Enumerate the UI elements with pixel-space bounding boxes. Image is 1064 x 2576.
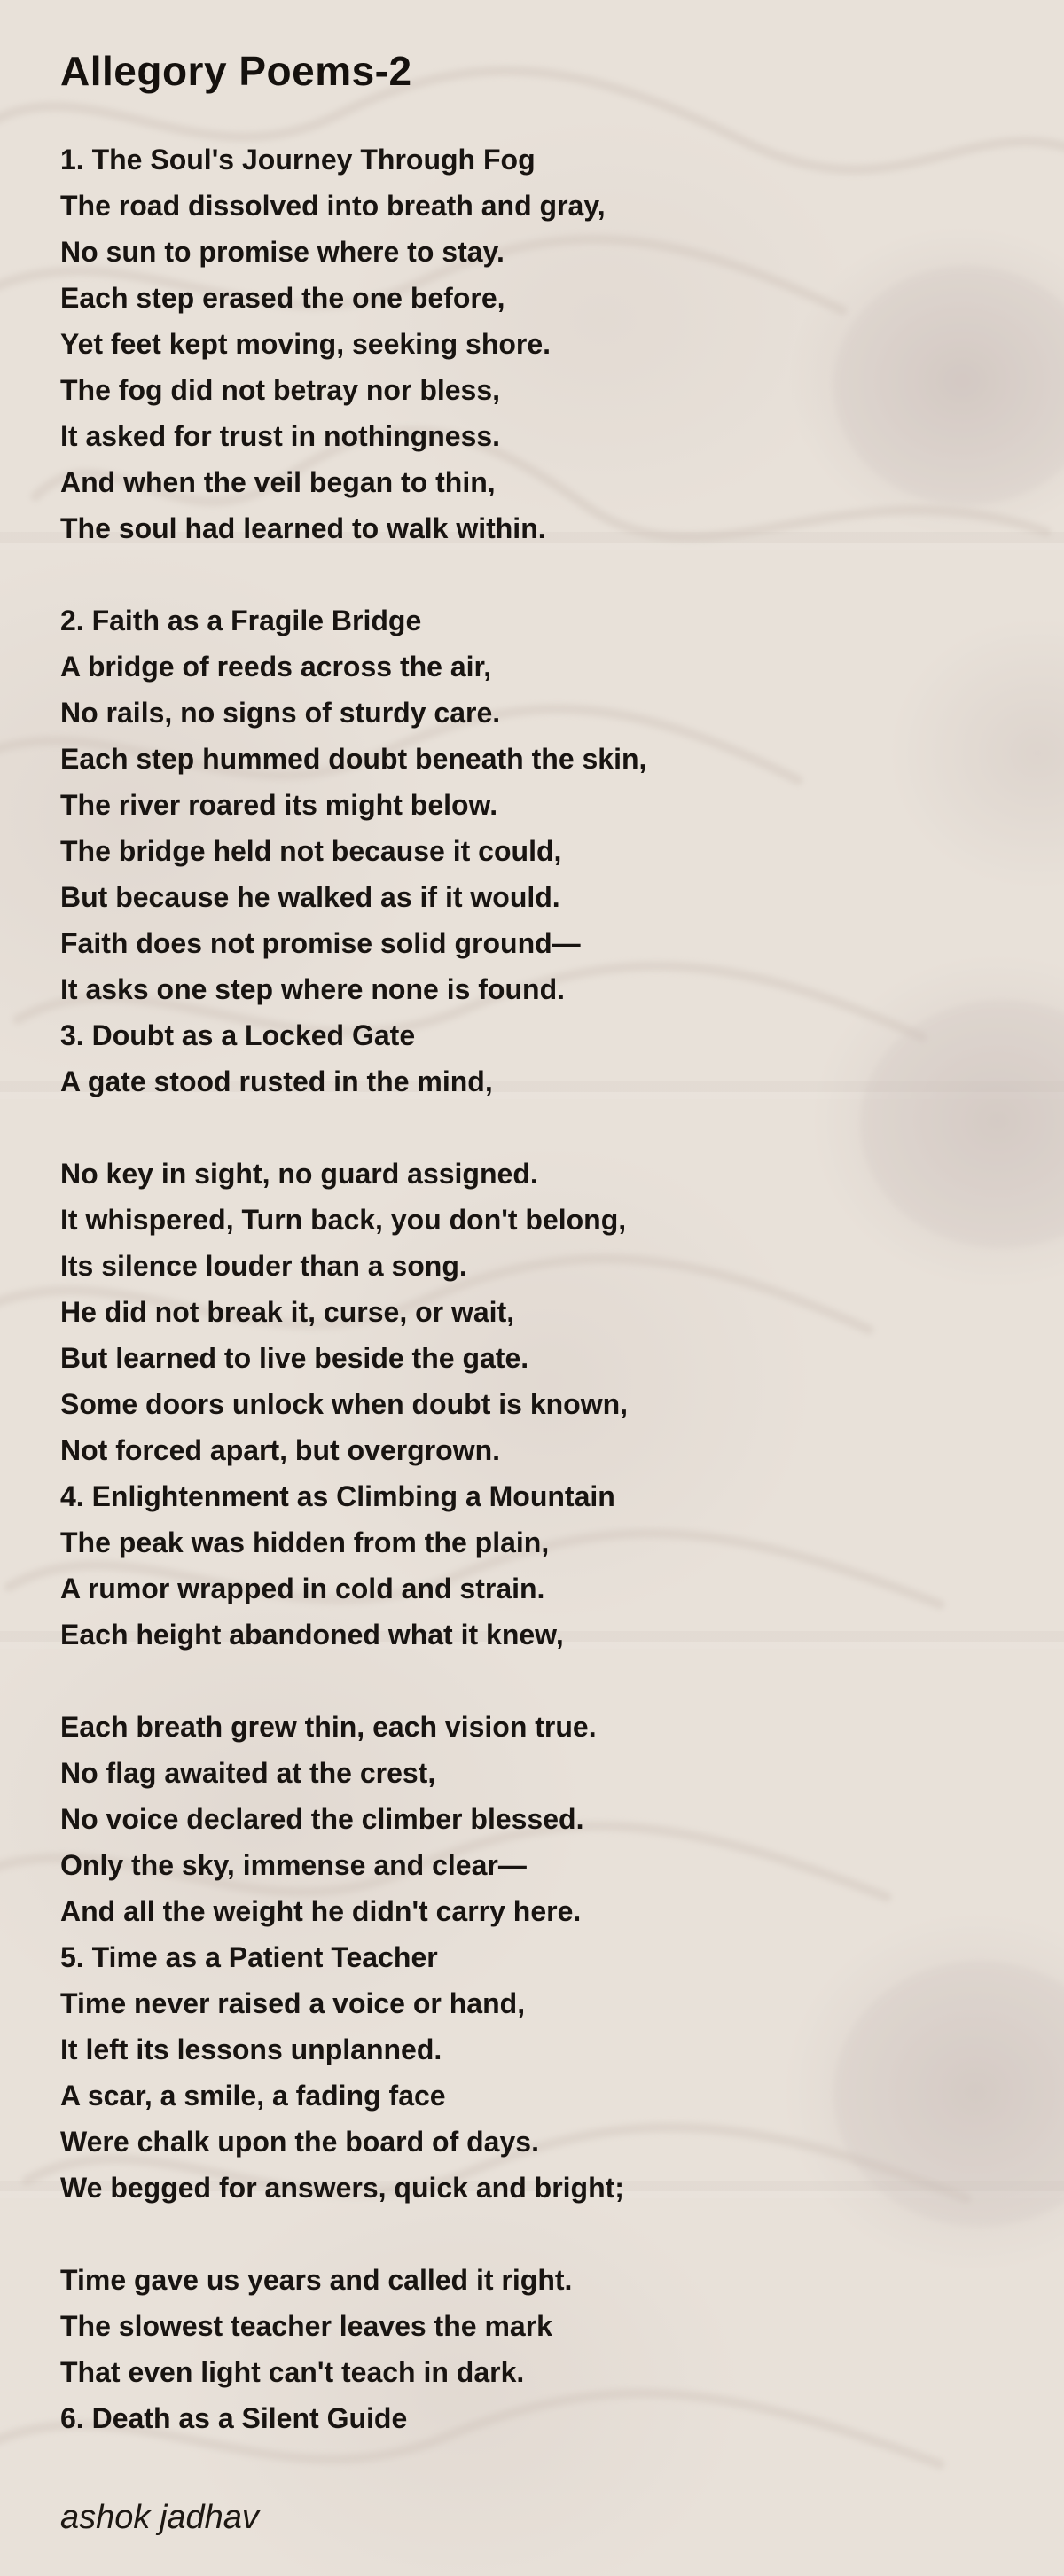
poem-line: No voice declared the climber blessed. [60, 1803, 584, 1835]
poem-line: The slowest teacher leaves the mark [60, 2310, 552, 2342]
poem-line: No sun to promise where to stay. [60, 236, 505, 268]
poem-line: A rumor wrapped in cold and strain. [60, 1573, 545, 1604]
poem-line: He did not break it, curse, or wait, [60, 1296, 515, 1328]
stanza [60, 597, 1029, 1105]
poem-body [60, 137, 1029, 2441]
poem-line: No rails, no signs of sturdy care. [60, 697, 501, 729]
poem-line: Not forced apart, but overgrown. [60, 1434, 501, 1466]
poem-line: 3. Doubt as a Locked Gate [60, 1019, 416, 1051]
poem-line: But learned to live beside the gate. [60, 1342, 529, 1374]
poem-line: 4. Enlightenment as Climbing a Mountain [60, 1480, 615, 1512]
poem-line: We begged for answers, quick and bright; [60, 2172, 624, 2204]
poem-line: Each height abandoned what it knew, [60, 1619, 564, 1651]
poem-line: No flag awaited at the crest, [60, 1757, 436, 1789]
poem-line: But because he walked as if it would. [60, 881, 560, 913]
poem-line: The soul had learned to walk within. [60, 512, 546, 544]
stanza [60, 1151, 1029, 1658]
stanza [60, 2257, 1029, 2441]
poem-line: It whispered, Turn back, you don't belong, [60, 1204, 627, 1236]
poem-line: And when the veil began to thin, [60, 466, 496, 498]
poem-line: The peak was hidden from the plain, [60, 1526, 550, 1558]
poem-line: And all the weight he didn't carry here. [60, 1895, 582, 1927]
poem-line: Time never raised a voice or hand, [60, 1987, 526, 2019]
poem-line: The river roared its might below. [60, 789, 498, 821]
stanza [60, 1704, 1029, 2211]
poem-line: 1. The Soul's Journey Through Fog [60, 144, 536, 176]
poem-line: Were chalk upon the board of days. [60, 2126, 539, 2158]
poem-line: 2. Faith as a Fragile Bridge [60, 605, 422, 636]
poem-line: A bridge of reeds across the air, [60, 651, 492, 683]
poem-line: Each step hummed doubt beneath the skin, [60, 743, 647, 775]
poem-line: It asks one step where none is found. [60, 973, 565, 1005]
poem-line: Its silence louder than a song. [60, 1250, 467, 1282]
poem-line: Faith does not promise solid ground— [60, 927, 581, 959]
poem-title: Allegory Poems-2 [60, 48, 412, 94]
poem-line: That even light can't teach in dark. [60, 2356, 525, 2388]
poem-line: The bridge held not because it could, [60, 835, 562, 867]
poem-line: Some doors unlock when doubt is known, [60, 1388, 629, 1420]
poem-line: Only the sky, immense and clear— [60, 1849, 527, 1881]
poem-line: It left its lessons unplanned. [60, 2033, 442, 2065]
poem-line: Time gave us years and called it right. [60, 2264, 573, 2296]
poem-line: Each breath grew thin, each vision true. [60, 1711, 597, 1743]
poem-line: The fog did not betray nor bless, [60, 374, 501, 406]
poem-line: 5. Time as a Patient Teacher [60, 1941, 438, 1973]
stanza [60, 137, 1029, 551]
poem-line: A scar, a smile, a fading face [60, 2080, 446, 2112]
poem-line: It asked for trust in nothingness. [60, 420, 501, 452]
poem-line: A gate stood rusted in the mind, [60, 1066, 493, 1097]
poem-line: The road dissolved into breath and gray, [60, 190, 606, 222]
poem-line: 6. Death as a Silent Guide [60, 2402, 408, 2434]
poem-line: Each step erased the one before, [60, 282, 505, 314]
poem-author: ashok jadhav [60, 2499, 259, 2536]
poem-line: Yet feet kept moving, seeking shore. [60, 328, 552, 360]
poem-line: No key in sight, no guard assigned. [60, 1158, 538, 1190]
